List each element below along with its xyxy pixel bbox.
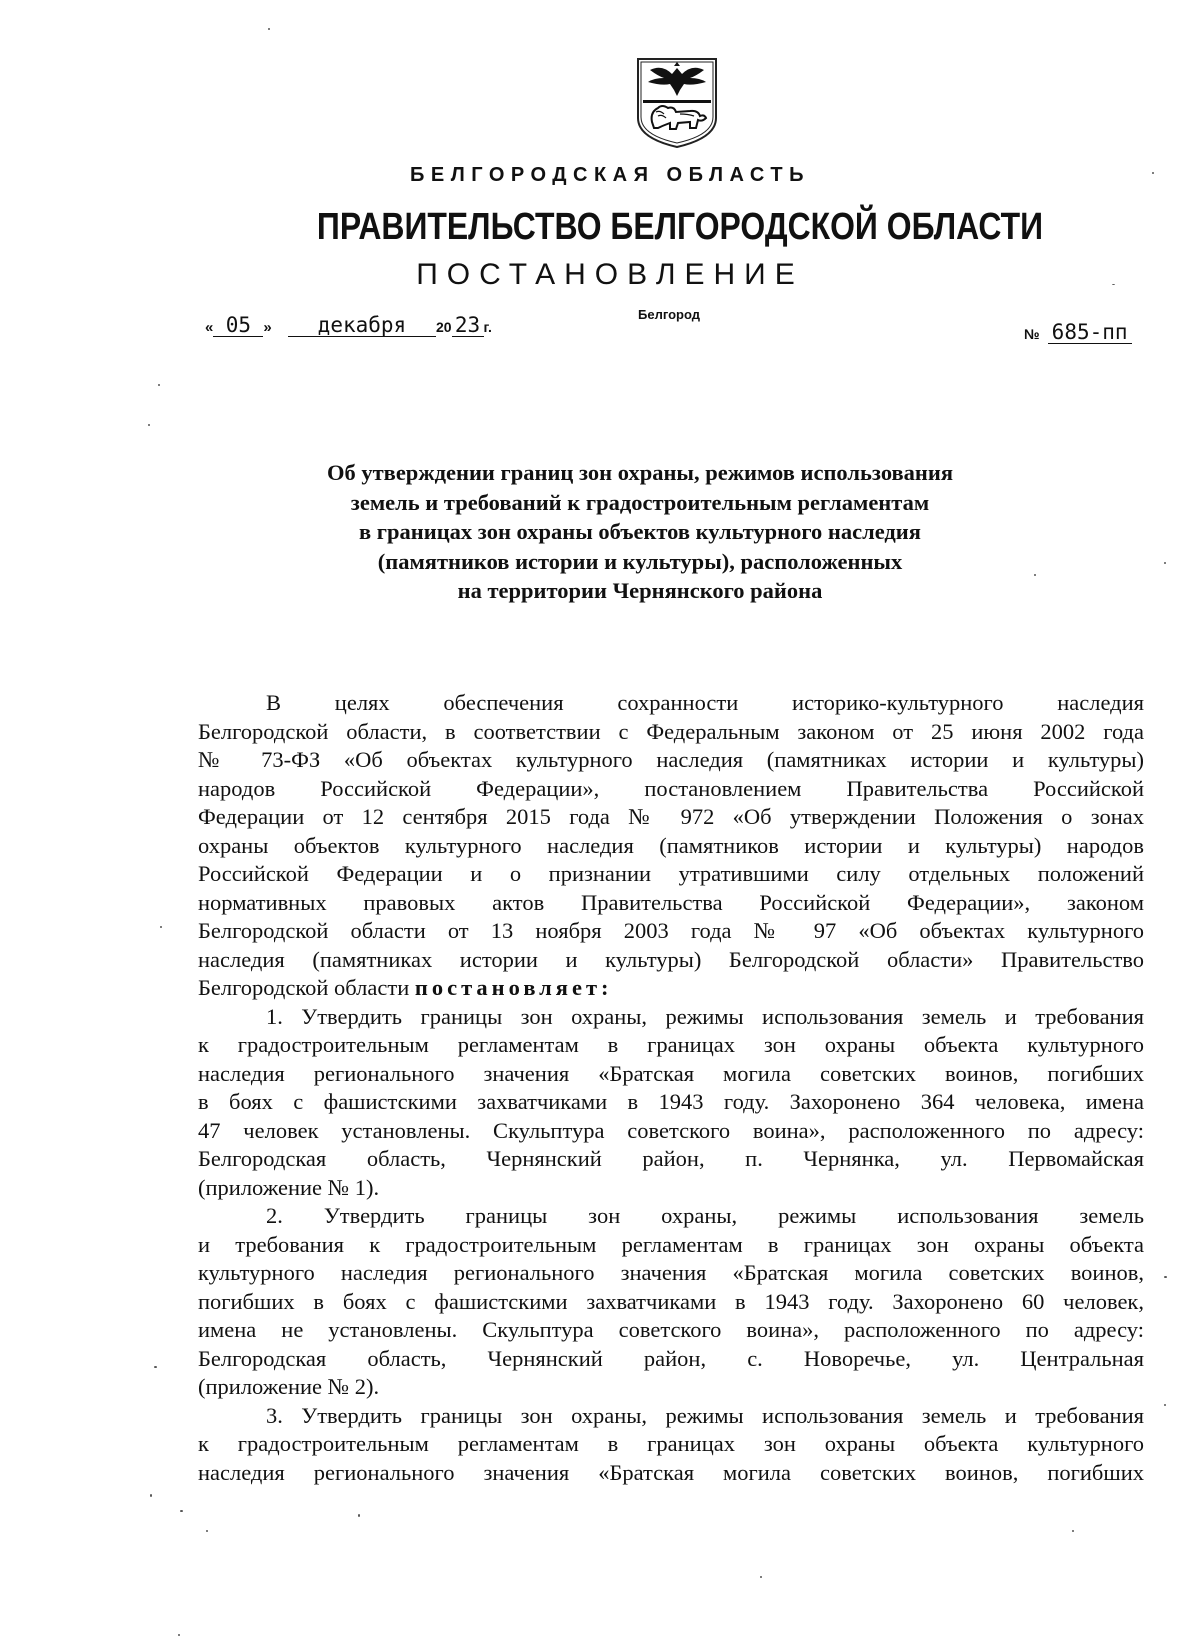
scan-speck	[178, 1634, 180, 1636]
scan-speck	[268, 28, 270, 30]
item-1-line: 1. Утвердить границы зон охраны, режимы использования земель и требования	[266, 1003, 1144, 1029]
body-line: (приложение № 2).	[198, 1374, 380, 1399]
body-line: к градостроительным регламентам в границах зон охраны объекта культурного	[198, 1431, 1144, 1456]
body-line: и требования к градостроительным регламентам в границах зон охраны объекта	[198, 1231, 1144, 1257]
document-body	[198, 689, 1144, 1487]
body-line: наследия (памятниках истории и культуры) Белгородской области» Правительство	[198, 946, 1144, 972]
region-name: БЕЛГОРОДСКАЯ ОБЛАСТЬ	[410, 164, 810, 186]
body-line: погибших в боях с фашистскими захватчиками в 1943 году. Захоронено 60 человек,	[198, 1288, 1144, 1314]
scan-speck	[150, 1494, 152, 1497]
body-line: Белгородской области, в соответствии с Федеральным законом от 25 июня 2002 года	[198, 718, 1144, 744]
scan-speck	[1072, 1530, 1074, 1532]
belgorod-coat-of-arms-icon	[634, 56, 720, 150]
body-line: культурного наследия регионального значения «Братская могила советских воинов,	[198, 1260, 1144, 1285]
open-quote: «	[205, 319, 214, 336]
body-line: Федерации от 12 сентября 2015 года № 972 «Об утверждении Положения о зонах	[198, 804, 1144, 829]
scan-speck	[180, 1510, 183, 1512]
body-line: Белгородская область, Чернянский район, п. Чернянка, ул. Первомайская	[198, 1146, 1144, 1171]
date-day: 05	[213, 314, 263, 337]
body-line-resolves	[198, 974, 1144, 1003]
scan-speck	[148, 424, 150, 426]
scan-speck	[158, 384, 160, 386]
body-line: (приложение № 1).	[198, 1174, 380, 1200]
date-century: 20	[435, 319, 452, 335]
body-line: нормативных правовых актов Правительства Российской Федерации», законом	[198, 889, 1144, 915]
title-line: (памятников истории и культуры), расположенных	[377, 548, 903, 574]
scan-speck	[1164, 1276, 1167, 1278]
scan-speck	[358, 1514, 360, 1517]
body-line: Белгородская область, Чернянский район, с. Новоречье, ул. Центральная	[198, 1345, 1144, 1371]
scan-speck	[1164, 1404, 1166, 1406]
body-line: Российской Федерации и о признании утратившими силу отдельных положений	[198, 861, 1144, 886]
scan-speck	[760, 1576, 762, 1578]
body-line: наследия регионального значения «Братская могила советских воинов, погибших	[198, 1459, 1144, 1485]
number-value: 685-пп	[1048, 321, 1132, 344]
scan-speck	[1152, 172, 1154, 174]
title-line: Об утверждении границ зон охраны, режимов использования	[326, 460, 954, 485]
number-sign: №	[1024, 326, 1040, 342]
title-line: в границах зон охраны объектов культурного наследия	[359, 519, 921, 544]
scan-speck	[206, 1530, 208, 1532]
document-title	[240, 458, 1040, 606]
document-number	[1024, 321, 1132, 344]
body-line: охраны объектов культурного наследия (памятников истории и культуры) народов	[198, 832, 1144, 858]
scan-speck	[1034, 574, 1036, 576]
date-month: декабря	[288, 314, 436, 337]
body-line-text: Белгородской области	[198, 975, 410, 1000]
item-3-line: 3. Утвердить границы зон охраны, режимы использования земель и требования	[266, 1402, 1144, 1428]
scan-speck	[154, 1366, 157, 1368]
scan-speck	[1164, 562, 1166, 564]
document-date	[205, 314, 492, 337]
body-line: Белгородской области от 13 ноября 2003 года № 97 «Об объектах культурного	[198, 918, 1144, 943]
scan-speck	[160, 926, 162, 928]
body-line: В целях обеспечения сохранности историко-культурного наследия	[266, 690, 1144, 715]
document-type: ПОСТАНОВЛЕНИЕ	[416, 258, 804, 291]
date-year-abbr: г.	[483, 319, 492, 335]
body-line: в боях с фашистскими захватчиками в 1943 году. Захоронено 364 человека, имена	[198, 1089, 1144, 1114]
title-line: земель и требований к градостроительным регламентам	[350, 489, 930, 515]
body-line: народов Российской Федерации», постановлением Правительства Российской	[198, 775, 1144, 801]
date-year: 23	[452, 314, 484, 337]
government-name: ПРАВИТЕЛЬСТВО БЕЛГОРОДСКОЙ ОБЛАСТИ	[316, 206, 1044, 248]
title-line: на территории Чернянского района	[457, 578, 823, 603]
resolves-word: постановляет:	[414, 975, 613, 1000]
body-line: к градостроительным регламентам в границах зон охраны объекта культурного	[198, 1032, 1144, 1057]
body-line: 47 человек установлены. Скульптура советского воина», расположенного по адресу:	[198, 1117, 1144, 1143]
body-line: наследия регионального значения «Братская могила советских воинов, погибших	[198, 1060, 1144, 1086]
body-line: № 73-ФЗ «Об объектах культурного наследия (памятниках истории и культуры)	[198, 747, 1144, 772]
body-line: имена не установлены. Скульптура советского воина», расположенного по адресу:	[198, 1317, 1144, 1342]
item-2-line: 2. Утвердить границы зон охраны, режимы использования земель	[266, 1203, 1144, 1228]
scan-speck	[1112, 284, 1115, 285]
close-quote: »	[263, 319, 272, 336]
city-name: Белгород	[638, 307, 700, 322]
